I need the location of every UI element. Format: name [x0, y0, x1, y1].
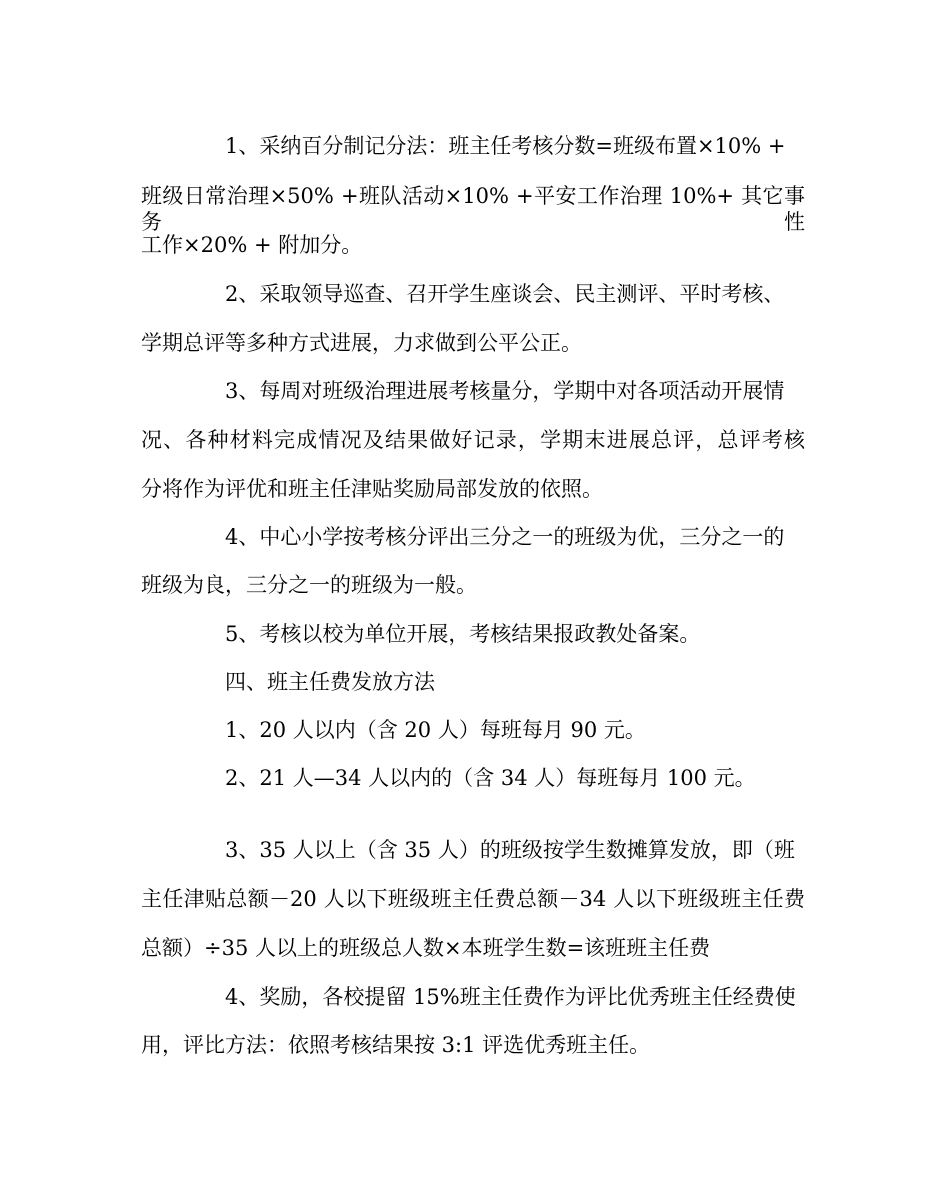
paragraph-3-line-2: 况、各种材料完成情况及结果做好记录，学期末进展总评，总评考核	[141, 428, 805, 452]
fee-item-3-line-3: 总额）÷35 人以上的班级总人数×本班学生数=该班班主任费	[141, 936, 711, 960]
paragraph-1-line-3: 工作×20% + 附加分。	[141, 233, 363, 257]
paragraph-1-line-1: 1、采纳百分制记分法：班主任考核分数=班级布置×10% +	[225, 134, 786, 158]
paragraph-3-line-3: 分将作为评优和班主任津贴奖励局部发放的依照。	[141, 477, 603, 501]
section-heading: 四、班主任费发放方法	[225, 670, 435, 694]
paragraph-4-line-2: 班级为良，三分之一的班级为一般。	[141, 573, 477, 597]
fee-item-4-line-1: 4、奖励，各校提留 15%班主任费作为评比优秀班主任经费使	[225, 985, 796, 1009]
fee-item-3-line-1: 3、35 人以上（含 35 人）的班级按学生数摊算发放，即（班	[225, 838, 795, 862]
paragraph-2-line-2: 学期总评等多种方式进展，力求做到公平公正。	[141, 331, 582, 355]
paragraph-3-line-1: 3、每周对班级治理进展考核量分，学期中对各项活动开展情	[225, 379, 785, 403]
fee-item-3-line-2: 主任津贴总额－20 人以下班级班主任费总额－34 人以下班级班主任费	[141, 887, 805, 911]
fee-item-2: 2、21 人—34 人以内的（含 34 人）每班每月 100 元。	[225, 766, 756, 790]
fee-item-4-line-2: 用，评比方法：依照考核结果按 3:1 评选优秀班主任。	[141, 1033, 651, 1057]
paragraph-1-line-2: 班级日常治理×50% +班队活动×10% +平安工作治理 10%+ 其它事务性	[141, 184, 805, 234]
paragraph-5-line-1: 5、考核以校为单位开展，考核结果报政教处备案。	[225, 622, 701, 646]
paragraph-2-line-1: 2、采取领导巡查、召开学生座谈会、民主测评、平时考核、	[225, 282, 785, 306]
paragraph-4-line-1: 4、中心小学按考核分评出三分之一的班级为优，三分之一的	[225, 525, 785, 549]
fee-item-1: 1、20 人以内（含 20 人）每班每月 90 元。	[225, 718, 646, 742]
